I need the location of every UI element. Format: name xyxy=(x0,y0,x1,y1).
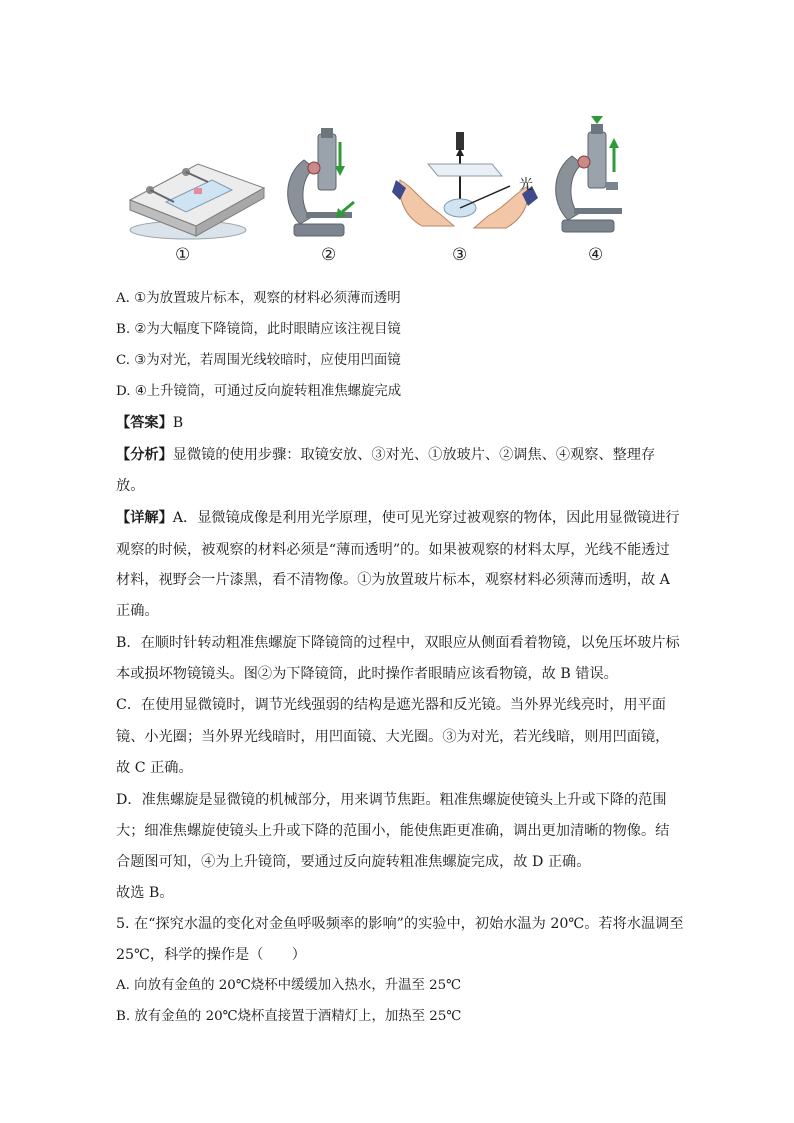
detail-b-line-2: 本或损坏物镜镜头。图②为下降镜筒，此时操作者眼睛应该看物镜，故 B 错误。 xyxy=(116,666,618,682)
analysis-text-1: 显微镜的使用步骤：取镜安放、③对光、①放玻片、②调焦、④观察、整理存 xyxy=(172,447,656,463)
analysis-line-2: 放。 xyxy=(116,478,145,494)
detail-c-line-2: 镜、小光圈；当外界光线暗时，用凹面镜、大光圈。③为对光，若光线暗，则用凹面镜， xyxy=(116,729,670,745)
detail-b-line-1: B．在顺时针转动粗准焦螺旋下降镜筒的过程中，双眼应从侧面看着物镜，以免压坏玻片标 xyxy=(116,635,680,651)
detail-c-line-1: C．在使用显微镜时，调节光线强弱的结构是遮光器和反光镜。当外界光线亮时，用平面 xyxy=(116,697,666,713)
answer-value: B xyxy=(172,415,184,431)
option-d: D. ④上升镜筒，可通过反向旋转粗准焦螺旋完成 xyxy=(116,384,402,399)
analysis-line-1 xyxy=(116,445,655,465)
detail-a-line-1 xyxy=(116,508,680,528)
option-b: B. ②为大幅度下降镜筒，此时眼睛应该注视目镜 xyxy=(116,322,401,337)
figure-label-2: ② xyxy=(321,245,337,265)
detail-a-text-1: A．显微镜成像是利用光学原理，使可见光穿过被观察的物体，因此用显微镜进行 xyxy=(172,510,680,526)
question5-option-a: A. 向放有金鱼的 20℃烧杯中缓缓加入热水，升温至 25℃ xyxy=(116,978,462,993)
detail-c-line-3: 故 C 正确。 xyxy=(116,760,193,776)
detail-a-line-3: 材料，视野会一片漆黑，看不清物像。①为放置玻片标本，观察材料必须薄而透明，故 A xyxy=(116,572,670,588)
analysis-tag: 【分析】 xyxy=(116,447,173,463)
answer xyxy=(116,413,183,433)
figure-label-1: ① xyxy=(175,245,191,265)
detail-d-line-3: 合题图可知，④为上升镜筒，要通过反向旋转粗准焦螺旋完成，故 D 正确。 xyxy=(116,854,591,870)
detail-a-line-4: 正确。 xyxy=(116,603,159,619)
answer-tag: 【答案】 xyxy=(116,415,173,431)
question5-stem-line-1: 5. 在“探究水温的变化对金鱼呼吸频率的影响”的实验中，初始水温为 20℃。若将水温调至 xyxy=(116,916,684,932)
detail-d-line-1: D．准焦螺旋是显微镜的机械部分，用来调节焦距。粗准焦螺旋使镜头上升或下降的范围 xyxy=(116,792,667,808)
figure-label-3: ③ xyxy=(452,245,468,265)
figure-stage-slide xyxy=(126,150,268,240)
detail-tag: 【详解】 xyxy=(116,510,173,526)
question5-stem-line-2: 25℃，科学的操作是（ ） xyxy=(116,947,306,963)
detail-conclusion: 故选 B。 xyxy=(116,885,174,901)
light-label: 光 xyxy=(519,177,533,193)
figure-lowering-tube xyxy=(280,126,370,242)
detail-a-line-2: 观察的时候，被观察的材料必须是“薄而透明”的。如果被观察的材料太厚，光线不能透过 xyxy=(116,542,670,558)
option-a: A. ①为放置玻片标本，观察的材料必须薄而透明 xyxy=(116,291,401,306)
figure-label-4: ④ xyxy=(588,245,604,265)
option-c: C. ③为对光，若周围光线较暗时，应使用凹面镜 xyxy=(116,353,401,368)
question5-option-b: B. 放有金鱼的 20℃烧杯直接置于酒精灯上，加热至 25℃ xyxy=(116,1009,462,1024)
figure-raising-tube xyxy=(548,112,632,242)
detail-d-line-2: 大；细准焦螺旋使镜头上升或下降的范围小，能使焦距更准确，调出更加清晰的物像。结 xyxy=(116,823,670,839)
